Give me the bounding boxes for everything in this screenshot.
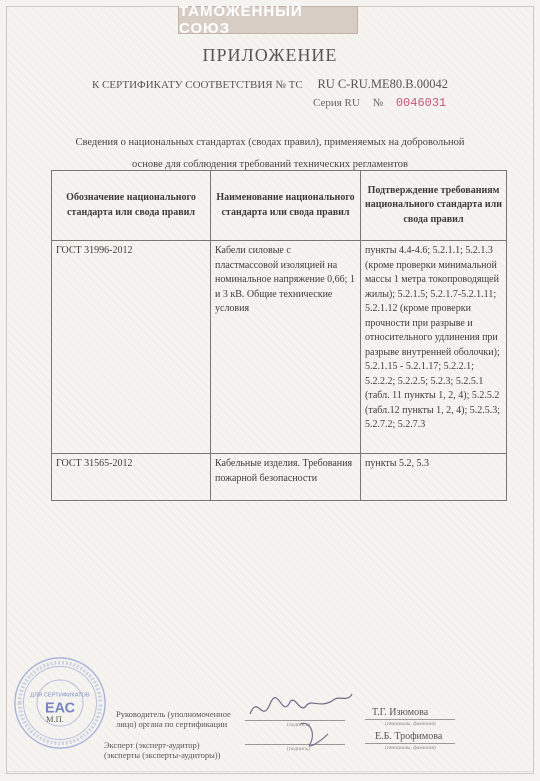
- header-name: Наименование национального стандарта или свода правил: [211, 171, 361, 241]
- header-designation: Обозначение национального стандарта или свода правил: [52, 171, 211, 241]
- series-label: Серия RU: [313, 97, 360, 109]
- head-name-line: [365, 719, 455, 720]
- certification-stamp: [12, 655, 108, 751]
- stamp-eac-logo: ЕАС: [44, 700, 76, 717]
- bottom-strip: [6, 771, 532, 778]
- standards-table: [51, 170, 507, 501]
- head-name-caption: (инициалы, фамилия): [385, 721, 436, 727]
- expert-name-line: [365, 743, 455, 744]
- head-title-line-1: Руководитель (уполномоченное: [116, 709, 231, 719]
- intro-line-2: основе для соблюдения требований технических регламентов: [132, 159, 408, 170]
- row-name: Кабельные изделия. Требования пожарной безопасности: [211, 454, 361, 501]
- head-signature-caption: (подпись): [287, 722, 310, 728]
- expert-name-caption: (инициалы, фамилия): [385, 745, 436, 751]
- expert-name: Е.Б. Трофимова: [375, 731, 443, 742]
- expert-title-line-2: (эксперты (эксперты-аудиторы)): [104, 750, 221, 760]
- series-number-label: №: [372, 97, 384, 109]
- table-header-row: [52, 171, 507, 241]
- handwritten-signature-head: [240, 684, 360, 754]
- head-title: [116, 709, 231, 729]
- intro-line-1: Сведения о национальных стандартах (сводах правил), применяемых на добровольной: [75, 137, 465, 148]
- row-name: Кабели силовые с пластмассовой изоляцией на номинальное напряжение 0,66; 1 и 3 кВ. Общие технические условия: [211, 241, 361, 454]
- table-row: [52, 454, 507, 501]
- row-items: пункты 5.2, 5.3: [361, 454, 507, 501]
- expert-title: [104, 740, 220, 760]
- expert-title-line-1: Эксперт (эксперт-аудитор): [104, 740, 200, 750]
- series-line: [313, 96, 446, 110]
- certificate-line: [0, 77, 540, 92]
- row-code: ГОСТ 31565-2012: [52, 454, 211, 501]
- header-confirmation: Подтверждение требованиям национального стандарта или свода правил: [361, 171, 507, 241]
- certificate-number: RU C-RU.МЕ80.В.00042: [317, 77, 449, 91]
- series-number: 0046031: [395, 96, 447, 110]
- certificate-prefix: К СЕРТИФИКАТУ СООТВЕТСТВИЯ № ТС: [91, 79, 303, 91]
- table-row: [52, 241, 507, 454]
- page-title: ПРИЛОЖЕНИЕ: [202, 45, 338, 65]
- row-code: ГОСТ 31996-2012: [52, 241, 211, 454]
- head-name: Т.Г. Изюмова: [372, 707, 429, 718]
- stamp-top-text: ДЛЯ СЕРТИФИКАТОВ: [30, 692, 90, 699]
- mp-label: М.П.: [46, 714, 64, 724]
- customs-union-banner: ТАМОЖЕННЫЙ СОЮЗ: [178, 6, 358, 34]
- expert-signature-caption: (подпись): [287, 746, 310, 752]
- head-title-line-2: лицо) органа по сертификации: [116, 719, 228, 729]
- row-items: пункты 4.4-4.6; 5.2.1.1; 5.2.1.3 (кроме проверки минимальной массы 1 метра токопроводящей жилы); 5.2.1.5; 5.2.1.7-5.2.1.11; 5.2.1.12 (кроме проверки прочности при разрыве и относительного удлинения при разрыве внутренней оболочки); 5.2.1.15 - 5.2.1.17; 5.2.2.1; 5.2.2.2; 5.2.2.5; 5.2.3; 5.2.5.1 (табл. 11 пункты 1, 2, 4); 5.2.5.2 (табл.12 пункты 1, 2, 4); 5.2.5.3; 5.2.7.2; 5.2.7.3: [361, 241, 507, 454]
